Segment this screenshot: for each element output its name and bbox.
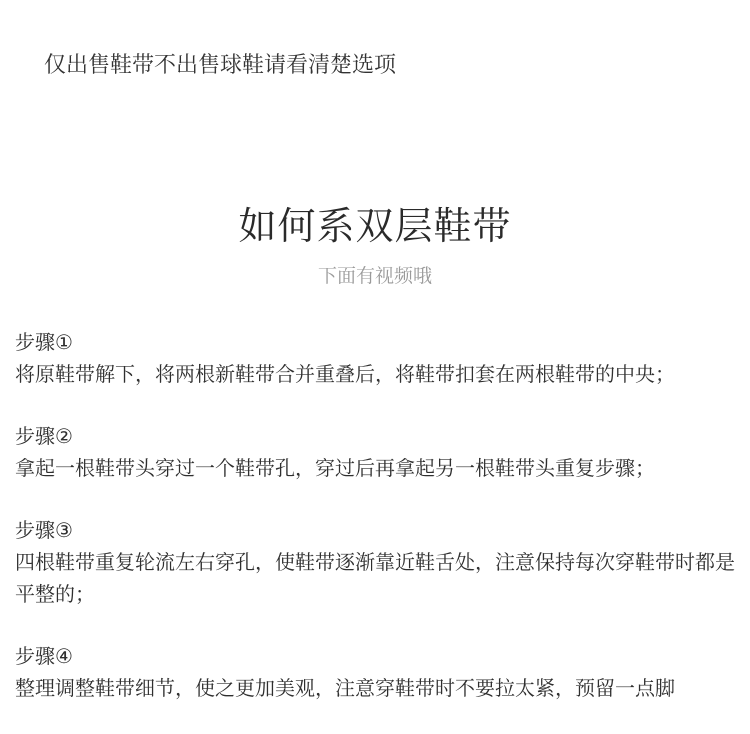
step-text: 拿起一根鞋带头穿过一个鞋带孔，穿过后再拿起另一根鞋带头重复步骤； <box>15 456 655 480</box>
steps-list <box>15 326 740 734</box>
step-3 <box>15 514 740 610</box>
step-text: 整理调整鞋带细节，使之更加美观，注意穿鞋带时不要拉太紧，预留一点脚 <box>15 676 675 700</box>
step-4 <box>15 640 740 704</box>
step-1 <box>15 326 740 390</box>
notice-text: 仅出售鞋带不出售球鞋请看清楚选项 <box>44 53 397 78</box>
page-subtitle: 下面有视频哦 <box>317 265 432 287</box>
page-title: 如何系双层鞋带 <box>238 204 512 248</box>
step-text: 四根鞋带重复轮流左右穿孔，使鞋带逐渐靠近鞋舌处，注意保持每次穿鞋带时都是平整的； <box>15 550 735 606</box>
step-label: 步骤① <box>15 330 73 354</box>
step-label: 步骤④ <box>15 644 73 668</box>
step-label: 步骤② <box>15 424 73 448</box>
step-2 <box>15 420 740 484</box>
step-text: 将原鞋带解下，将两根新鞋带合并重叠后，将鞋带扣套在两根鞋带的中央； <box>15 362 675 386</box>
step-label: 步骤③ <box>15 518 73 542</box>
